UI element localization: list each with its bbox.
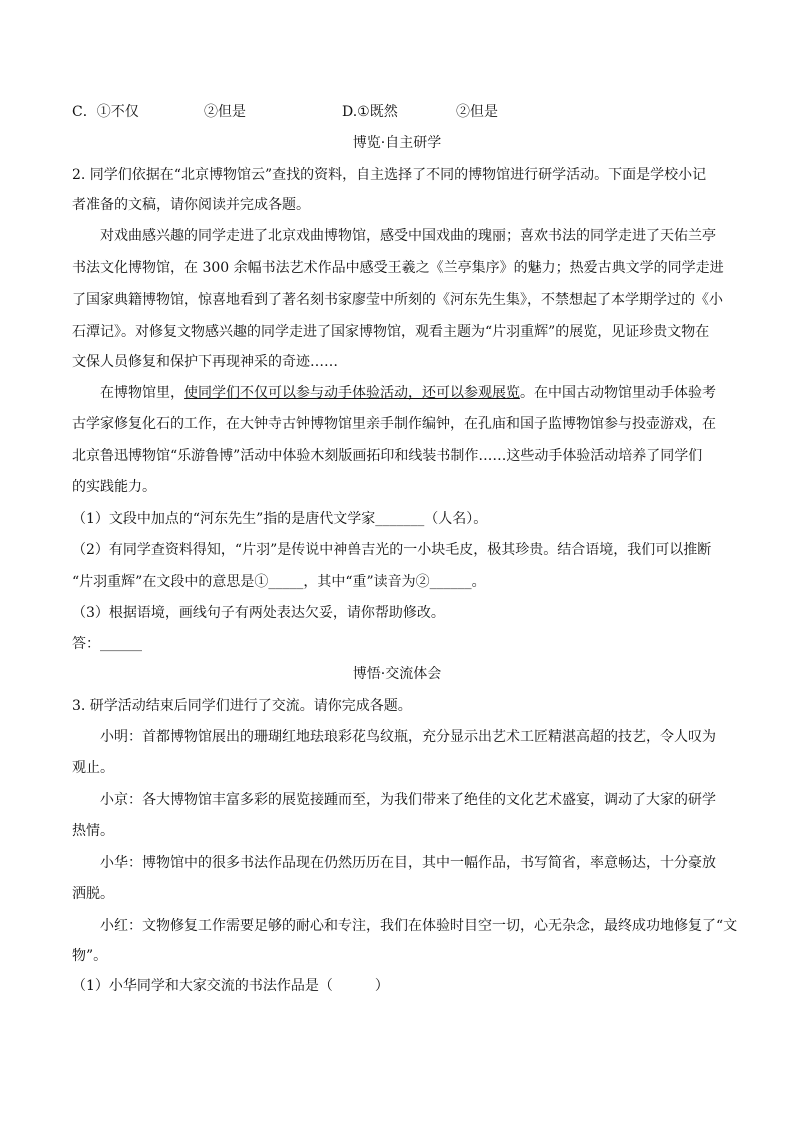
xiaohua-line-2: 洒脱。 xyxy=(72,886,114,902)
options-row xyxy=(72,102,728,122)
paragraph-1-line-4: 石潭记》。对修复文物感兴趣的同学走进了国家博物馆，观看主题为“片羽重辉”的展览，见证珍贵文物在 xyxy=(72,324,710,340)
question-3-sub-1: （1）小华同学和大家交流的书法作品是（ ） xyxy=(72,978,389,994)
section-heading-reflect: 博悟·交流体会 xyxy=(352,666,442,682)
underlined-sentence: 使同学们不仅可以参与动手体验活动，还可以参观展览 xyxy=(184,385,520,401)
question-2-sub-3: （3）根据语境，画线句子有两处表达欠妥，请你帮助修改。 xyxy=(72,605,445,621)
paragraph-2-line-2: 古学家修复化石的工作，在大钟寺古钟博物馆里亲手制作编钟，在孔庙和国子监博物馆参与投壶游戏，在 xyxy=(72,416,716,432)
paragraph-2-text-before: 在博物馆里， xyxy=(100,385,184,401)
paragraph-1-line-5: 文保人员修复和保护下再现神采的奇迹…… xyxy=(72,354,338,370)
xiaohua-line-1: 小华：博物馆中的很多书法作品现在仍然历历在目，其中一幅作品，书写简省，率意畅达，十分豪放 xyxy=(100,855,716,871)
xiaojing-line-1: 小京：各大博物馆丰富多彩的展览接踵而至，为我们带来了绝佳的文化艺术盛宴，调动了大家的研学 xyxy=(100,792,716,808)
question-3-intro: 3. 研学活动结束后同学们进行了交流。请你完成各题。 xyxy=(72,698,412,714)
question-2-intro-line-1: 2. 同学们依据在“北京博物馆云”查找的资料，自主选择了不同的博物馆进行研学活动。下面是学校小记 xyxy=(72,167,707,183)
xiaoming-line-2: 观止。 xyxy=(72,760,114,776)
xiaohong-line-1: 小红：文物修复工作需要足够的耐心和专注，我们在体验时目空一切，心无杂念，最终成功地修复了“文 xyxy=(100,918,738,934)
option-d-label: D.①既然 xyxy=(342,104,398,120)
question-2-sub-2-line-1: （2）有同学查资料得知，“片羽”是传说中神兽吉光的一小块毛皮，极其珍贵。结合语境，我们可以推断 xyxy=(72,542,712,558)
option-c-label: C．①不仅 xyxy=(72,104,139,120)
paragraph-1-line-3: 了国家典籍博物馆，惊喜地看到了著名刻书家廖莹中所刻的《河东先生集》，不禁想起了本学期学过的《小 xyxy=(72,292,723,308)
question-2-sub-1: （1）文段中加点的“河东先生”指的是唐代文学家_______（人名）。 xyxy=(72,511,488,527)
xiaoming-line-1: 小明：首都博物馆展出的珊瑚红地珐琅彩花鸟纹瓶，充分显示出艺术工匠精湛高超的技艺，令人叹为 xyxy=(100,729,716,745)
paragraph-2-line-3: 北京鲁迅博物馆“乐游鲁博”活动中体验木刻版画拓印和线装书制作……这些动手体验活动培养了同学们 xyxy=(72,448,703,464)
question-2-sub-2-line-2: “片羽重辉”在文段中的意思是①_____，其中“重”读音为②______。 xyxy=(72,574,486,590)
option-c-second: ②但是 xyxy=(204,104,246,120)
xiaohong-line-2: 物”。 xyxy=(72,948,108,964)
question-2-intro-line-2: 者准备的文稿，请你阅读并完成各题。 xyxy=(72,197,310,213)
paragraph-2-line-1 xyxy=(100,383,728,403)
option-d-second: ②但是 xyxy=(456,104,498,120)
paragraph-1-line-1: 对戏曲感兴趣的同学走进了北京戏曲博物馆，感受中国戏曲的瑰丽；喜欢书法的同学走进了天佑兰亭 xyxy=(100,228,716,244)
paragraph-2-line-4: 的实践能力。 xyxy=(72,479,156,495)
paragraph-2-text-after: 。在中国古动物馆里动手体验考 xyxy=(520,385,716,401)
answer-line: 答：______ xyxy=(72,636,142,652)
section-heading-explore: 博览·自主研学 xyxy=(352,135,442,151)
paragraph-1-line-2: 书法文化博物馆，在 300 余幅书法艺术作品中感受王羲之《兰亭集序》的魅力；热爱古典文学的同学走进 xyxy=(72,260,724,276)
xiaojing-line-2: 热情。 xyxy=(72,823,114,839)
